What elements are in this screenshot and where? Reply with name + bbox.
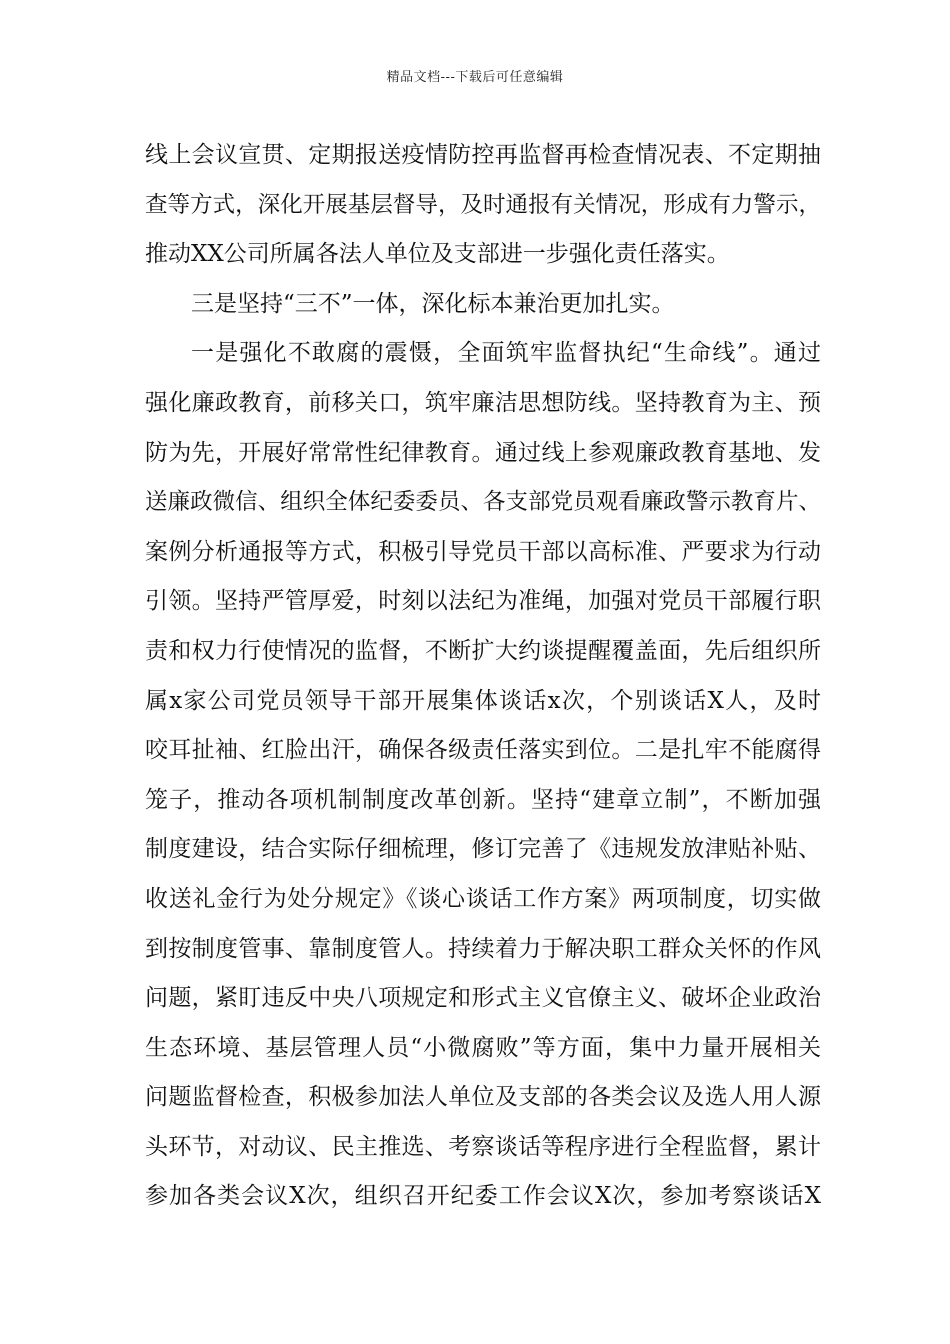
text-line: 线上会议宣贯、定期报送疫情防控再监督再检查情况表、不定期抽 [145, 142, 821, 168]
text-line: 三是坚持“三不”一体，深化标本兼治更加扎实。 [191, 290, 675, 317]
text-line: 生态环境、基层管理人员“小微腐败”等方面，集中力量开展相关 [145, 1034, 821, 1061]
text-line: 问题监督检查，积极参加法人单位及支部的各类会议及选人用人源 [145, 1084, 821, 1111]
text-line: 咬耳扯袖、红脸出汗，确保各级责任落实到位。二是扎牢不能腐得 [145, 737, 821, 764]
text-line: 头环节，对动议、民主推选、考察谈话等程序进行全程监督，累计 [145, 1133, 821, 1160]
text-line: 查等方式，深化开展基层督导，及时通报有关情况，形成有力警示， [145, 191, 821, 218]
text-line: 收送礼金行为处分规定》《谈心谈话工作方案》两项制度，切实做 [145, 885, 821, 912]
text-line: 责和权力行使情况的监督，不断扩大约谈提醒覆盖面，先后组织所 [145, 637, 821, 664]
text-line: 案例分析通报等方式，积极引导党员干部以高标准、严要求为行动 [145, 538, 821, 565]
text-line: 参加各类会议X次，组织召开纪委工作会议X次，参加考察谈话X [145, 1183, 821, 1210]
text-line: 送廉政微信、组织全体纪委委员、各支部党员观看廉政警示教育片、 [145, 489, 821, 516]
text-line: 强化廉政教育，前移关口，筑牢廉洁思想防线。坚持教育为主、预 [145, 389, 821, 416]
text-line: 防为先，开展好常常性纪律教育。通过线上参观廉政教育基地、发 [145, 439, 821, 466]
text-line: 引领。坚持严管厚爱，时刻以法纪为准绳，加强对党员干部履行职 [145, 588, 821, 615]
text-line: 属x家公司党员领导干部开展集体谈话x次，个别谈话X人，及时 [145, 687, 821, 714]
text-line: 制度建设，结合实际仔细梳理，修订完善了《违规发放津贴补贴、 [145, 836, 821, 863]
text-line: 问题，紧盯违反中央八项规定和形式主义官僚主义、破坏企业政治 [145, 985, 821, 1012]
page-header: 精品文档---下载后可任意编辑 [386, 70, 564, 85]
text-line: 到按制度管事、靠制度管人。持续着力于解决职工群众关怀的作风 [145, 935, 821, 962]
text-line: 一是强化不敢腐的震慑，全面筑牢监督执纪“生命线”。通过 [191, 340, 821, 367]
text-line: 推动XX公司所属各法人单位及支部进一步强化责任落实。 [145, 241, 730, 268]
text-line: 笼子，推动各项机制制度改革创新。坚持“建章立制”，不断加强 [145, 786, 821, 813]
document-body [145, 131, 821, 1222]
